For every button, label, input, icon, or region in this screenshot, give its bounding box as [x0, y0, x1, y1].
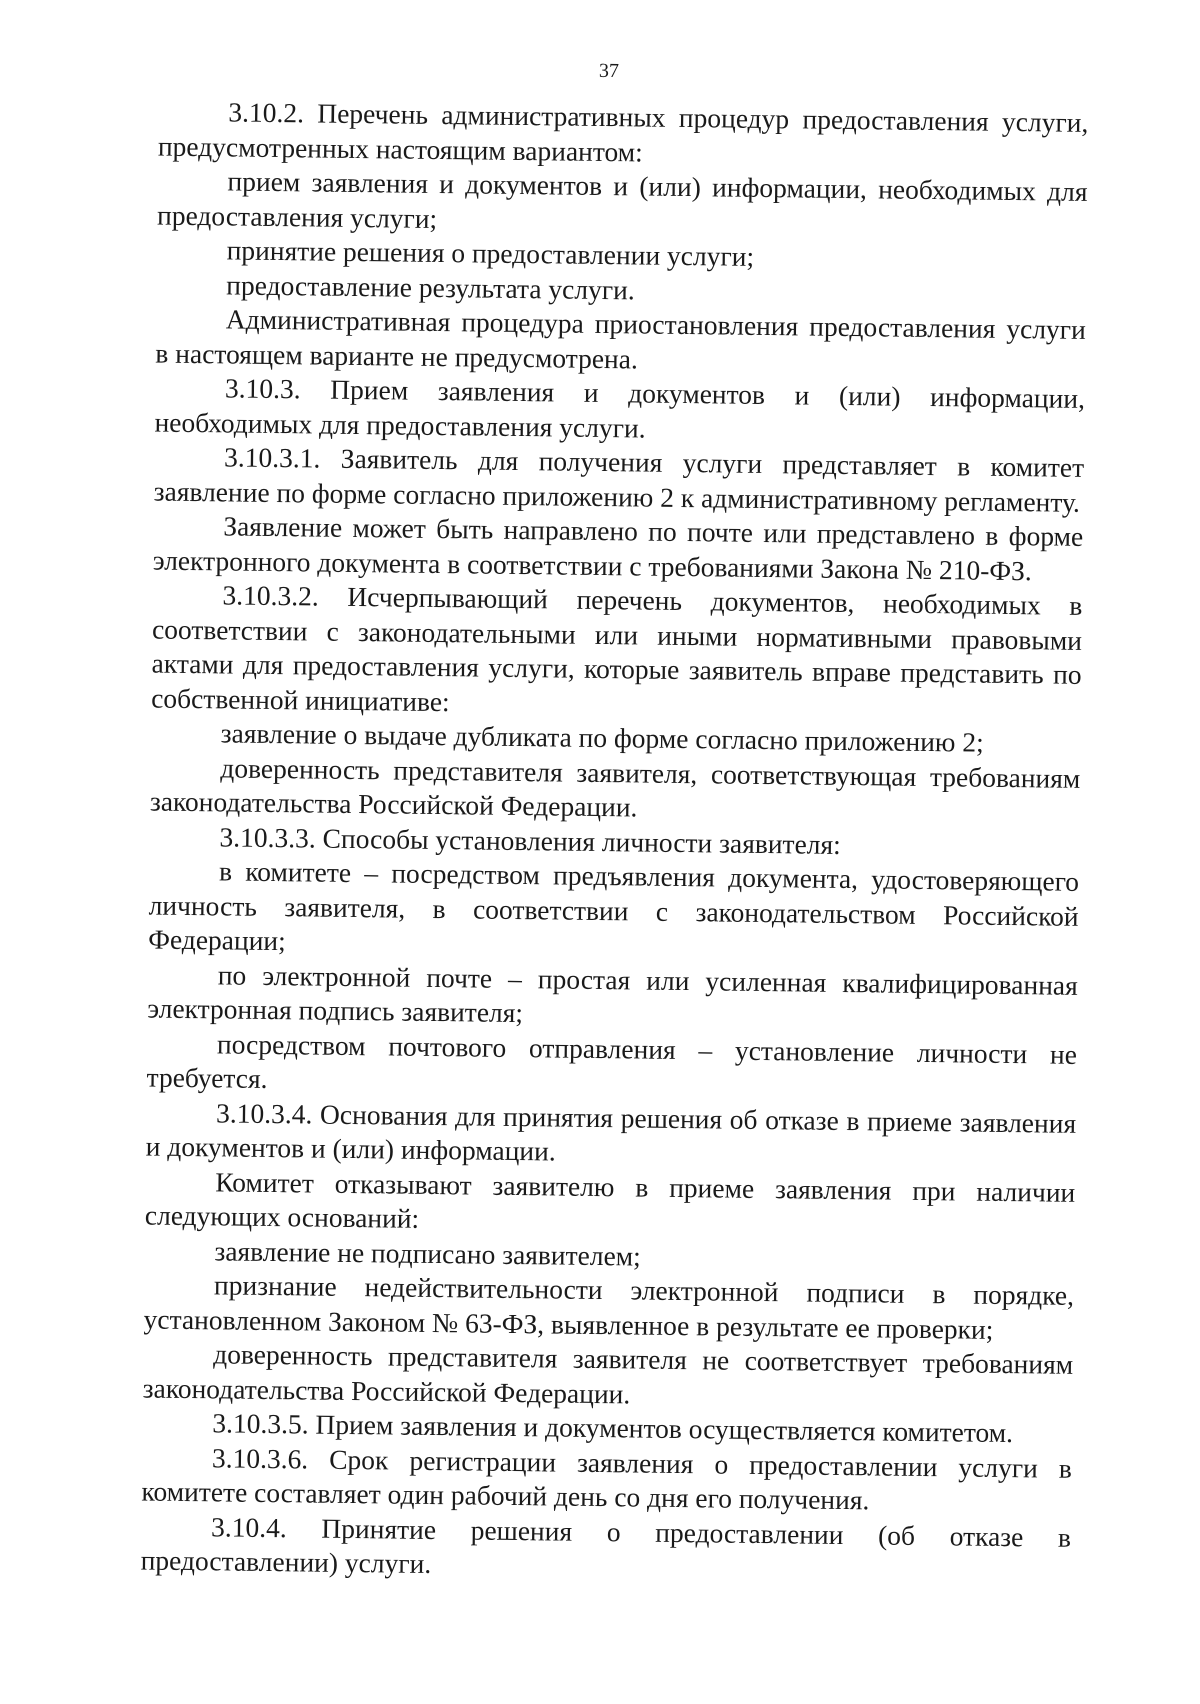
paragraph: Комитет отказывают заявителю в приеме заявления при наличии следующих оснований:: [144, 1165, 1076, 1234]
paragraph: 3.10.3.1. Заявитель для получения услуги представляет в комитет заявление по форме согласно приложению 2 к административному регламенту.: [153, 441, 1085, 518]
paragraph: заявление о выдаче дубликата по форме согласно приложению 2;: [220, 717, 984, 758]
paragraph: 3.10.3.6. Срок регистрации заявления о предоставлении услуги в комитете составляет один рабочий день со дня его получения.: [141, 1441, 1073, 1516]
paragraph: 3.10.4. Принятие решения о предоставлении (об отказе в предоставлении) услуги.: [140, 1510, 1072, 1579]
paragraph: прием заявления и документов и (или) информации, необходимых для предоставления услуги;: [156, 165, 1088, 234]
paragraph: заявление не подписано заявителем;: [214, 1234, 642, 1272]
paragraph: принятие решения о предоставлении услуги;: [226, 234, 755, 272]
paragraph: 3.10.3.4. Основания для принятия решения об отказе в приеме заявления и документов и (или) информации.: [145, 1096, 1077, 1167]
paragraph: предоставление результата услуги.: [226, 268, 635, 305]
paragraph: признание недействительности электронной подписи в порядке, установленном Законом № 63-ФЗ, выявленное в результате ее проверки;: [143, 1269, 1075, 1345]
paragraph: 3.10.3. Прием заявления и документов и (или) информации, необходимых для предоставления услуги.: [154, 372, 1086, 444]
paragraph: 3.10.2. Перечень административных процедур предоставления услуги, предусмотренных настоящим вариантом:: [157, 96, 1089, 167]
paragraph: Заявление может быть направлено по почте или представлено в форме электронного документа в соответствии с требованиями Закона № 210-ФЗ.: [152, 510, 1084, 586]
paragraph: доверенность представителя заявителя не соответствует требованиям законодательства Российской Федерации.: [142, 1338, 1074, 1409]
paragraph: по электронной почте – простая или усиленная квалифицированная электронная подпись заявителя;: [147, 958, 1078, 1029]
paragraph: посредством почтового отправления – установление личности не требуется.: [146, 1027, 1078, 1094]
paragraph: 3.10.3.2. Исчерпывающий перечень документов, необходимых в соответствии с законодательными или иными нормативными правовыми актами для предоставления услуги, которые заявитель вправе представить по собственной инициативе:: [151, 579, 1083, 717]
paragraph: в комитете – посредством предъявления документа, удостоверяющего личность заявителя, в соответствии с законодательством Российской Федерации;: [148, 855, 1080, 957]
paragraph: 3.10.3.5. Прием заявления и документов осуществляется комитетом.: [212, 1407, 1014, 1449]
paragraph: Административная процедура приостановления предоставления услуги в настоящем варианте не предусмотрена.: [155, 303, 1086, 374]
document-body: [140, 95, 1088, 1590]
page-number: 37: [598, 59, 620, 83]
paragraph: доверенность представителя заявителя, соответствующая требованиям законодательства Российской Федерации.: [149, 751, 1081, 823]
paragraph: 3.10.3.3. Способы установления личности заявителя:: [219, 820, 841, 860]
